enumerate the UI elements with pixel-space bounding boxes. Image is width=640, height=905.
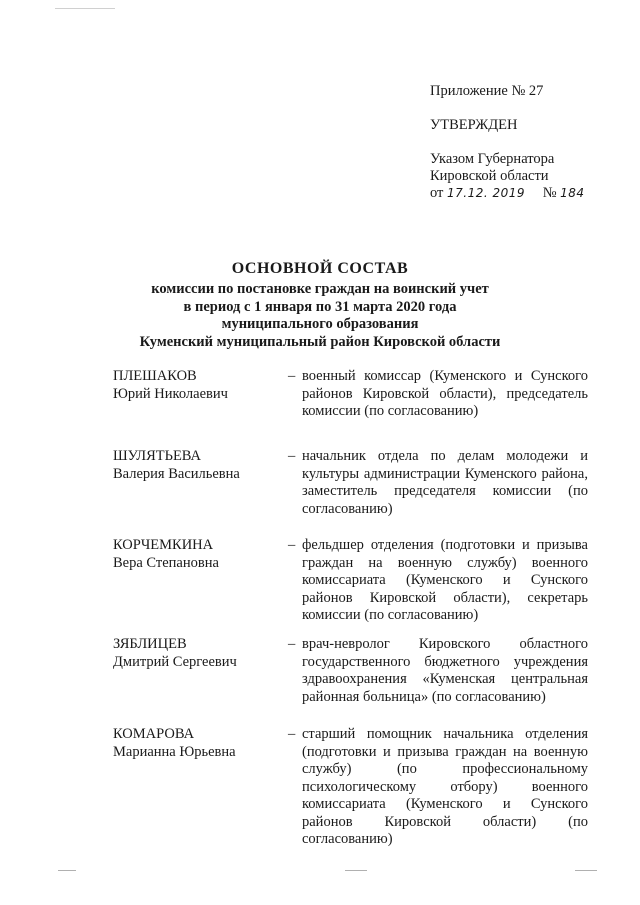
handwritten-number: 184	[560, 186, 585, 200]
member-surname: КОРЧЕМКИНА	[113, 537, 214, 553]
member-name: Дмитрий Сергеевич	[113, 653, 237, 670]
decree-date-line	[430, 185, 630, 202]
member-role: врач-невролог Кировского областного государственного бюджетного учреждения здравоохранения «Куменская центральная районная больница» (по согласованию)	[302, 636, 588, 705]
approved-label: УТВЕРЖДЕН	[430, 117, 518, 133]
member-name: Марианна Юрьевна	[113, 743, 236, 760]
scan-artifact	[345, 870, 367, 871]
member-role: фельдшер отделения (подготовки и призыва граждан на военную службу) военного комиссариата (Куменского и Сунского районов Кировской области), секретарь комиссии (по согласованию)	[302, 537, 588, 623]
member-entry	[113, 537, 603, 636]
member-role: военный комиссар (Куменского и Сунского районов Кировской области), председатель комиссии (по согласованию)	[302, 368, 588, 419]
scan-artifact	[575, 870, 597, 871]
title-line-1: комиссии по постановке граждан на воинский учет	[151, 281, 489, 297]
member-role: старший помощник начальника отделения (подготовки и призыва граждан на военную службу) (по профессиональному психологическому отбору) военного комиссариата (Куменского и Сунского районов Кировской области) (по согласованию)	[302, 726, 588, 847]
member-entry	[113, 726, 603, 847]
member-dash: –	[288, 448, 296, 464]
member-name: Вера Степановна	[113, 554, 219, 571]
title-line-3: муниципального образования	[221, 316, 419, 332]
document-title-block	[0, 260, 640, 351]
handwritten-date: 17.12. 2019	[447, 186, 526, 200]
member-surname: ШУЛЯТЬЕВА	[113, 448, 202, 464]
member-person	[113, 636, 288, 726]
member-entry	[113, 368, 603, 448]
number-prefix: №	[542, 185, 557, 201]
member-role: начальник отдела по делам молодежи и культуры администрации Куменского района, заместитель председателя комиссии (по согласованию)	[302, 448, 588, 517]
appendix-label: Приложение № 27	[430, 83, 544, 99]
member-name: Валерия Васильевна	[113, 465, 240, 482]
members-list	[113, 368, 603, 847]
member-surname: ПЛЕШАКОВ	[113, 368, 197, 384]
member-entry	[113, 448, 603, 537]
member-dash: –	[288, 537, 296, 553]
scan-artifact	[58, 870, 76, 871]
member-dash: –	[288, 368, 296, 384]
member-person	[113, 448, 288, 537]
member-dash: –	[288, 636, 296, 652]
member-surname: ЗЯБЛИЦЕВ	[113, 636, 187, 652]
title-line-4: Куменский муниципальный район Кировской области	[139, 333, 501, 350]
decree-line-1: Указом Губернатора	[430, 151, 555, 167]
member-name: Юрий Николаевич	[113, 385, 228, 402]
member-entry	[113, 636, 603, 726]
decree-line-2: Кировской области	[430, 168, 549, 184]
member-surname: КОМАРОВА	[113, 726, 195, 742]
member-person	[113, 537, 288, 636]
document-title: ОСНОВНОЙ СОСТАВ	[231, 260, 409, 277]
title-line-2: в период с 1 января по 31 марта 2020 года	[183, 298, 457, 315]
scan-artifact	[55, 8, 115, 9]
date-prefix: от	[430, 185, 444, 201]
approval-block	[430, 83, 630, 202]
member-dash: –	[288, 726, 296, 742]
member-person	[113, 368, 288, 448]
member-person	[113, 726, 288, 836]
